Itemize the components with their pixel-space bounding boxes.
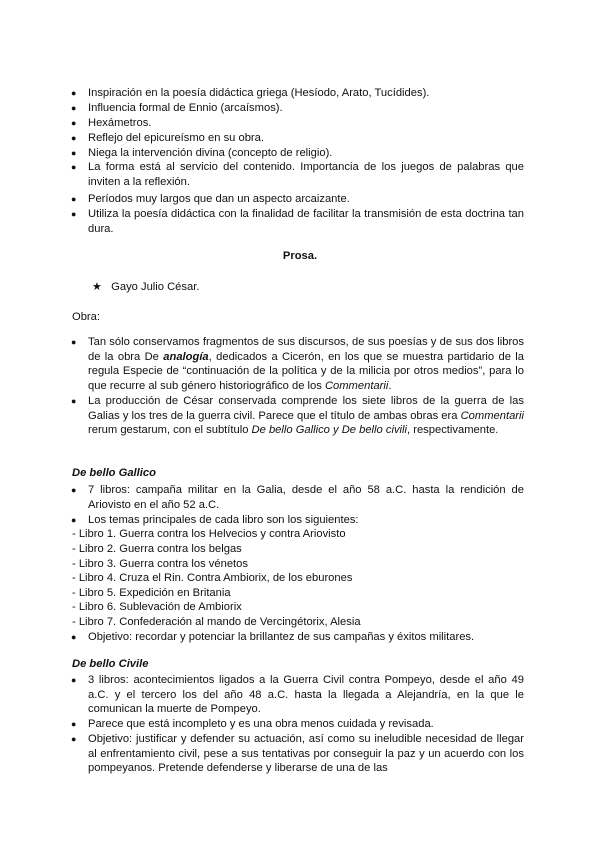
obra-label: Obra: (72, 311, 100, 323)
libro-line: - Libro 5. Expedición en Britania (72, 587, 231, 599)
gallico-heading: De bello Gallico (72, 467, 156, 479)
bullet-icon: ● (71, 209, 77, 219)
libro-line: - Libro 1. Guerra contra los Helvecios y contra Ariovisto (72, 528, 346, 540)
list-item: ● Objetivo: justificar y defender su actuación, así como su ineludible necesidad de llegar al enfrentamiento civil, pese a sus tentativas por conseguir la paz y un acuerdo con los pompeyanos. Pretende defenderse y liberarse de una de las (71, 733, 524, 774)
list-item: ● Influencia formal de Ennio (arcaísmos). (71, 102, 283, 114)
bullet-icon: ● (71, 148, 77, 158)
libro-line: - Libro 7. Confederación al mando de Vercingétorix, Alesia (72, 616, 361, 628)
bullet-icon: ● (71, 515, 77, 525)
bullet-icon: ● (71, 162, 77, 172)
list-item: ● Los temas principales de cada libro son los siguientes: (71, 514, 359, 526)
list-item: ● La producción de César conservada comprende los siete libros de la guerra de las Galias y los tres de la guerra civil. Parece que el título de ambas obras era Commentarii rerum gestarum, con el subtítulo De bello Gallico y De bello civili, respectivamente. (71, 395, 524, 436)
civile-heading: De bello Civile (72, 658, 149, 670)
list-item: ● La forma está al servicio del contenido. Importancia de los juegos de palabras que inviten a la reflexión. (71, 161, 524, 188)
bullet-icon: ● (71, 485, 77, 495)
list-item: ● 3 libros: acontecimientos ligados a la Guerra Civil contra Pompeyo, desde el año 49 a.C. y el tercero los del año 48 a.C. hasta la llegada a Alejandría, en la que le comunican la muerte de Pompeyo. (71, 674, 524, 715)
bullet-icon: ● (71, 118, 77, 128)
star-icon: ★ (92, 281, 103, 293)
bullet-icon: ● (71, 103, 77, 113)
author-name: Gayo Julio César. (111, 281, 200, 293)
bullet-icon: ● (71, 675, 77, 685)
list-item: ● Hexámetros. (71, 117, 152, 129)
list-item: ● Utiliza la poesía didáctica con la finalidad de facilitar la transmisión de esta doctrina tan dura. (71, 208, 524, 235)
bullet-icon: ● (71, 396, 77, 406)
bullet-icon: ● (71, 133, 77, 143)
list-item: ● Inspiración en la poesía didáctica griega (Hesíodo, Arato, Tucídides). (71, 87, 430, 99)
list-item: ● Períodos muy largos que dan un aspecto arcaizante. (71, 193, 350, 205)
section-title: Prosa. (282, 250, 318, 262)
libro-line: - Libro 2. Guerra contra los belgas (72, 543, 242, 555)
libro-line: - Libro 6. Sublevación de Ambiorix (72, 601, 242, 613)
bullet-icon: ● (71, 719, 77, 729)
bullet-icon: ● (71, 194, 77, 204)
list-item: ● Tan sólo conservamos fragmentos de sus discursos, de sus poesías y de sus dos libros de la obra De analogía, dedicados a Cicerón, en los que se muestra partidario de la regula Especie de “continuación de la política y de la milicia por otros medios”, para lo que recurre al sub género historiográfico de los Commentarii. (71, 336, 524, 392)
list-item: ● Parece que está incompleto y es una obra menos cuidada y revisada. (71, 718, 434, 730)
list-item: ● Objetivo: recordar y potenciar la brillantez de sus campañas y éxitos militares. (71, 631, 475, 643)
libro-line: - Libro 4. Cruza el Rin. Contra Ambiorix, de los eburones (72, 572, 353, 584)
libro-line: - Libro 3. Guerra contra los vénetos (72, 558, 248, 570)
bullet-icon: ● (71, 632, 77, 642)
list-item: ● Reflejo del epicureísmo en su obra. (71, 132, 264, 144)
list-item: ● 7 libros: campaña militar en la Galia, desde el año 58 a.C. hasta la rendición de Ariovisto en el año 52 a.C. (71, 484, 524, 511)
bullet-icon: ● (71, 734, 77, 744)
list-item: ● Niega la intervención divina (concepto de religio). (71, 147, 333, 159)
bullet-icon: ● (71, 88, 77, 98)
author-entry (92, 280, 199, 295)
bullet-icon: ● (71, 337, 77, 347)
